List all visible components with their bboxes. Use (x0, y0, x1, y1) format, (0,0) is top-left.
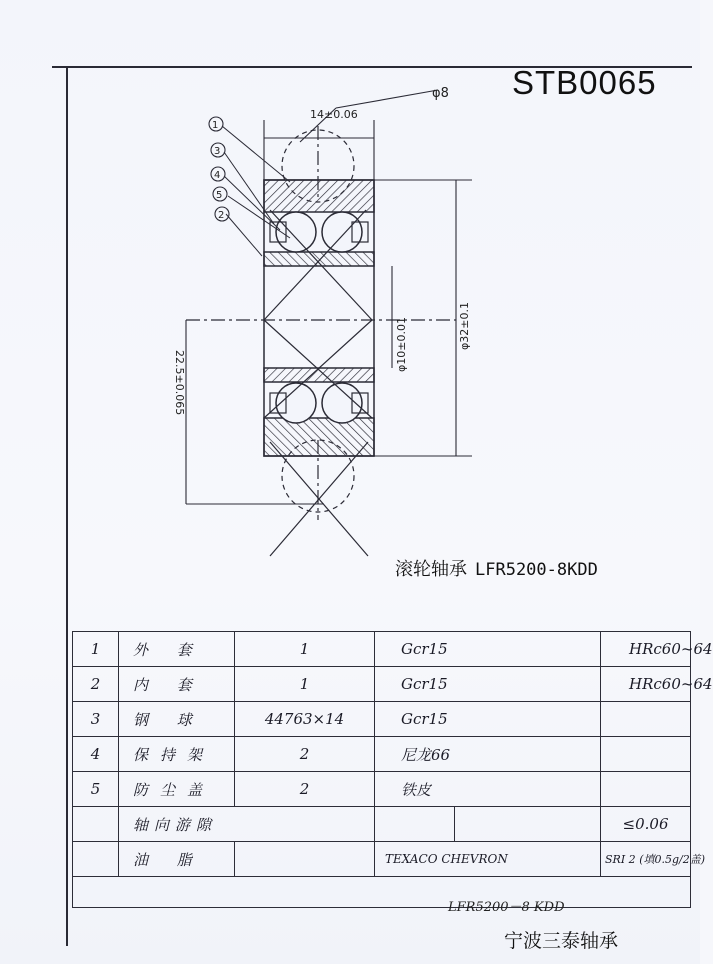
row-number: 2 (73, 667, 119, 702)
part-spec: HRc60~64 (601, 632, 691, 667)
part-quantity: 44763×14 (235, 702, 375, 737)
part-material: Gcr15 (375, 667, 601, 702)
cage-section (270, 222, 368, 413)
part-spec: HRc60~64 (601, 667, 691, 702)
table-row-clearance (73, 807, 691, 842)
row-number: 1 (73, 632, 119, 667)
table-row-grease (73, 842, 691, 877)
part-spec (601, 737, 691, 772)
footer-cell (73, 877, 691, 908)
part-material: 铁皮 (375, 772, 601, 807)
clearance-value: ≤0.06 (601, 807, 691, 842)
part-quantity: 1 (235, 667, 375, 702)
empty-cell (235, 842, 375, 877)
table-row (73, 667, 691, 702)
row-number-empty (73, 807, 119, 842)
part-material: 尼龙66 (375, 737, 601, 772)
part-name: 内 套 (119, 667, 235, 702)
clearance-label: 轴向游隙 (119, 807, 375, 842)
bearing-model: LFR5200-8KDD (475, 560, 598, 580)
callout-5: 5 (216, 190, 223, 201)
dim-bore: φ10±0.01 (395, 317, 408, 372)
grease-note: (填0.5g/2盖) (639, 853, 706, 866)
part-quantity: 2 (235, 772, 375, 807)
part-name: 钢 球 (119, 702, 235, 737)
drawing-number: STB0065 (512, 64, 657, 101)
row-number: 5 (73, 772, 119, 807)
callout-1: 1 (212, 120, 219, 131)
part-name: 防尘盖 (119, 772, 235, 807)
part-quantity: 2 (235, 737, 375, 772)
company-name: 宁波三泰轴承 (504, 930, 619, 952)
table-row (73, 772, 691, 807)
callout-3: 3 (214, 146, 221, 157)
table-row-footer (73, 877, 691, 908)
footer-model-number: LFR5200－8 KDD (448, 900, 565, 915)
empty-cell (455, 807, 601, 842)
row-number-empty (73, 842, 119, 877)
part-spec (601, 702, 691, 737)
part-name: 外 套 (119, 632, 235, 667)
bearing-type: 滚轮轴承 (395, 559, 467, 580)
part-material: Gcr15 (375, 632, 601, 667)
row-number: 3 (73, 702, 119, 737)
table-row (73, 702, 691, 737)
dim-ball: φ8 (432, 86, 449, 101)
part-name: 保持架 (119, 737, 235, 772)
part-spec (601, 772, 691, 807)
callout-circles (209, 117, 229, 221)
grease-brand: TEXACO CHEVRON (375, 842, 601, 877)
part-material: Gcr15 (375, 702, 601, 737)
empty-cell (375, 807, 455, 842)
ball-set (276, 212, 362, 423)
bill-of-materials-table (72, 631, 713, 908)
table-row (73, 632, 691, 667)
table-row (73, 737, 691, 772)
callout-4: 4 (214, 170, 221, 181)
grease-grade-note (601, 842, 706, 877)
row-number: 4 (73, 737, 119, 772)
callout-2: 2 (218, 210, 225, 221)
dim-center-distance: 22.5±0.065 (173, 350, 186, 416)
bearing-title (395, 555, 598, 581)
part-quantity: 1 (235, 632, 375, 667)
grease-label: 油 脂 (119, 842, 235, 877)
grease-grade: SRI 2 (605, 853, 636, 866)
dim-outer: φ32±0.1 (458, 302, 471, 350)
dim-width: 14±0.06 (310, 108, 358, 121)
